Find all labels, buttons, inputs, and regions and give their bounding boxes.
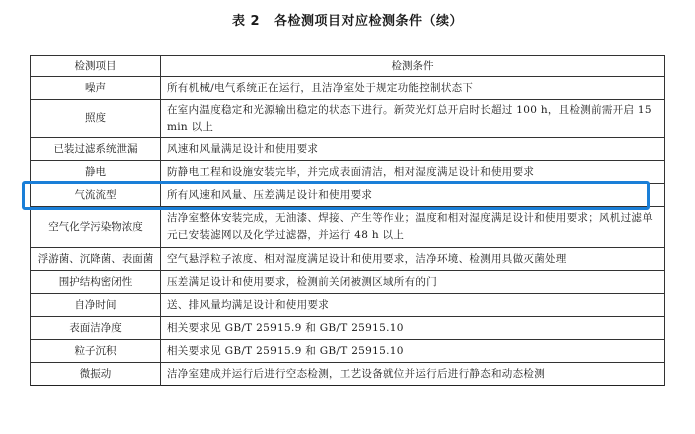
row-item: 浮游菌、沉降菌、表面菌 (31, 248, 161, 271)
row-condition: 所有风速和风量、压差满足设计和使用要求 (161, 184, 665, 207)
row-item: 照度 (31, 100, 161, 138)
table-row (31, 271, 665, 294)
row-condition: 压差满足设计和使用要求，检测前关闭被测区域所有的门 (161, 271, 665, 294)
table-row (31, 294, 665, 317)
header-item: 检测项目 (31, 56, 161, 77)
row-item: 静电 (31, 161, 161, 184)
table-row (31, 100, 665, 138)
table-row (31, 207, 665, 248)
table-header-row (31, 56, 665, 77)
row-item: 气流流型 (31, 184, 161, 207)
table-row (31, 248, 665, 271)
table-row (31, 363, 665, 386)
row-item: 已装过滤系统泄漏 (31, 138, 161, 161)
row-condition: 所有机械/电气系统正在运行，且洁净室处于规定功能控制状态下 (161, 77, 665, 100)
row-condition: 风速和风量满足设计和使用要求 (161, 138, 665, 161)
table-caption: 各检测项目对应检测条件（续） (274, 14, 464, 29)
row-item: 微振动 (31, 363, 161, 386)
detection-conditions-table (30, 55, 665, 386)
table-row (31, 77, 665, 100)
table-row (31, 317, 665, 340)
row-condition: 洁净室整体安装完成，无油漆、焊接、产生等作业；温度和相对湿度满足设计和使用要求；风机过滤单元已安装滤网以及化学过滤器，并运行 48 h 以上 (161, 207, 665, 248)
row-item: 空气化学污染物浓度 (31, 207, 161, 248)
table-row (31, 161, 665, 184)
row-condition: 在室内温度稳定和光源输出稳定的状态下进行。新荧光灯总开启时长超过 100 h，且检测前需开启 15 min 以上 (161, 100, 665, 138)
row-item: 粒子沉积 (31, 340, 161, 363)
table-row (31, 340, 665, 363)
header-condition: 检测条件 (161, 56, 665, 77)
table-row (31, 138, 665, 161)
row-condition: 送、排风量均满足设计和使用要求 (161, 294, 665, 317)
row-item: 自净时间 (31, 294, 161, 317)
row-condition: 洁净室建成并运行后进行空态检测，工艺设备就位并运行后进行静态和动态检测 (161, 363, 665, 386)
table-title (0, 10, 695, 29)
table-row-highlighted (31, 184, 665, 207)
row-condition: 相关要求见 GB/T 25915.9 和 GB/T 25915.10 (161, 340, 665, 363)
row-item: 噪声 (31, 77, 161, 100)
row-condition: 防静电工程和设施安装完毕，并完成表面清洁，相对湿度满足设计和使用要求 (161, 161, 665, 184)
row-condition: 空气悬浮粒子浓度、相对湿度满足设计和使用要求，洁净环境、检测用具做灭菌处理 (161, 248, 665, 271)
row-item: 表面洁净度 (31, 317, 161, 340)
table-number: 表 2 (231, 14, 261, 29)
row-condition: 相关要求见 GB/T 25915.9 和 GB/T 25915.10 (161, 317, 665, 340)
row-item: 围护结构密闭性 (31, 271, 161, 294)
